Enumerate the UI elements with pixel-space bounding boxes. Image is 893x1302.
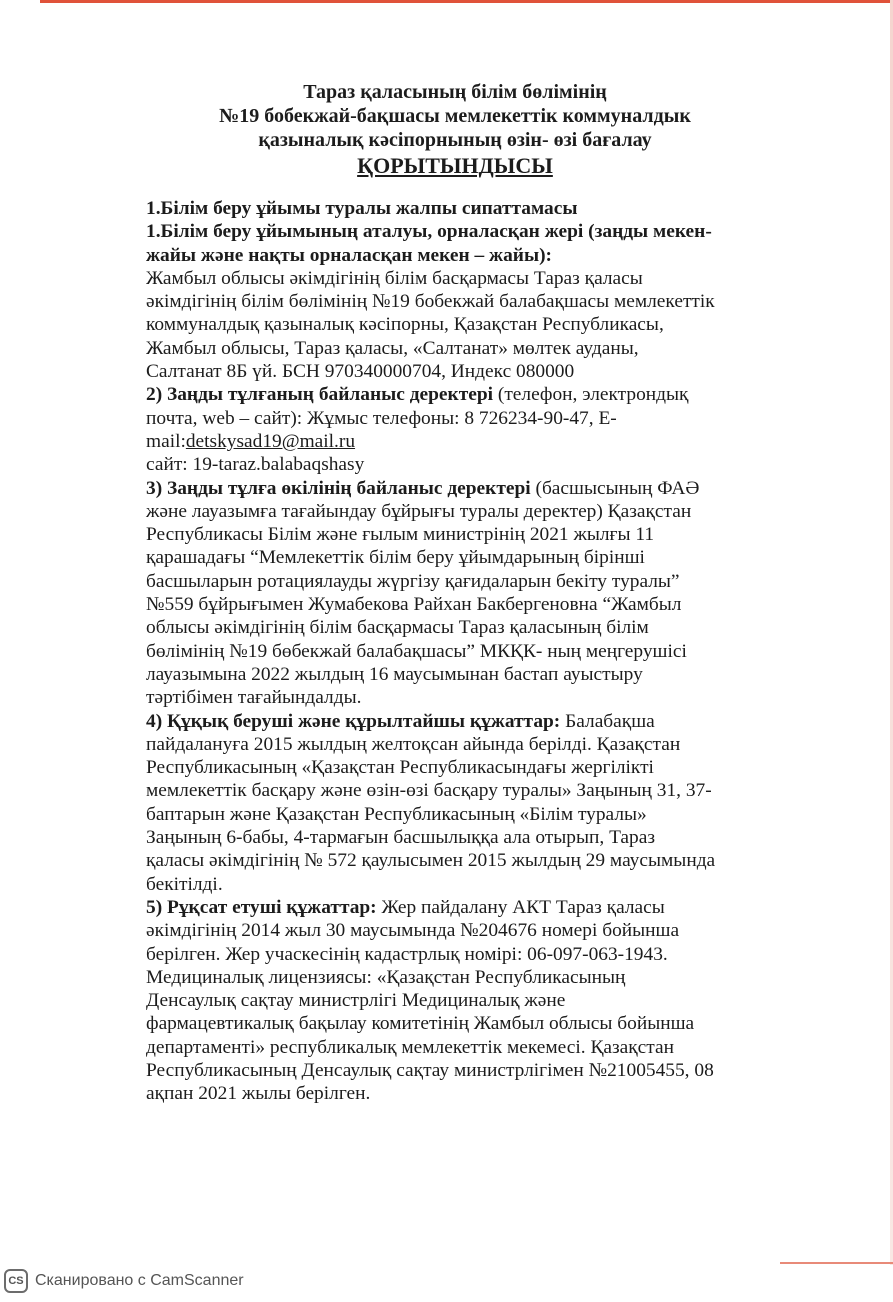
section-1-1-line: Жамбыл облысы, Тараз қаласы, «Салтанат» мөлтек ауданы, <box>146 337 639 359</box>
header-line-4: ҚОРЫТЫНДЫСЫ <box>357 153 553 178</box>
section-3-line: бөлімінің №19 бөбекжай балабақшасы” МКҚК- ның меңгерушісі <box>146 640 687 662</box>
section-1-1-line: Жамбыл облысы әкімдігінің білім басқармасы Тараз қаласы <box>146 267 643 289</box>
section-3-line: №559 бұйрығымен Жумабекова Райхан Бакбергеновна “Жамбыл <box>146 594 682 616</box>
section-4-line: қаласы әкімдігінің № 572 қаулысымен 2015 жылдың 29 маусымында <box>146 850 716 872</box>
section-1-1-line: әкімдігінің білім бөлімінің №19 бобекжай балабақшасы мемлекеттік <box>146 291 715 313</box>
section-5-line: берілген. Жер учаскесінің кадастрлық номірі: 06-097-063-1943. <box>146 943 668 965</box>
section-5-heading-line <box>146 896 766 919</box>
section-5-line: фармацевтикалық бақылау комитетінің Жамбыл облысы бойынша <box>146 1013 695 1035</box>
section-3-line: тәртібімен тағайындалды. <box>146 687 362 709</box>
section-4-line: мемлекеттік басқару және өзін-өзі басқару туралы» Заңының 31, 37- <box>146 780 712 802</box>
document-body <box>146 197 766 1106</box>
section-1-1-line: Салтанат 8Б үй. БСН 970340000704, Индекс 080000 <box>146 361 575 383</box>
section-2-heading-line <box>146 383 766 406</box>
section-3-line: Республикасы Білім және ғылым министрінің 2021 жылғы 11 <box>146 524 655 546</box>
section-3-line: және лауазымға тағайындау бұйрығы туралы деректер) Қазақстан <box>146 500 692 522</box>
header-line-3: қазыналық кәсіпорнының өзін- өзі бағалау <box>258 129 652 151</box>
section-1-1-title-a: 1.Білім беру ұйымының аталуы, орналасқан жері (заңды мекен- <box>146 221 712 243</box>
section-5-title: 5) Рұқсат етуші құжаттар: <box>146 896 377 918</box>
email-link[interactable]: detskysad19@mail.ru <box>185 430 356 452</box>
section-2-title: 2) Заңды тұлғаның байланыс деректері <box>146 384 494 406</box>
section-3-title-rest: (басшысының ФАӘ <box>530 477 700 499</box>
camscanner-label: Сканировано с CamScanner <box>35 1272 244 1289</box>
document-header <box>140 80 770 178</box>
section-3-title: 3) Заңды тұлға өкілінің байланыс деректері <box>146 477 531 499</box>
section-2-site: сайт: 19-taraz.balabaqshasy <box>146 454 365 476</box>
section-2-line: почта, web – сайт): Жұмыс телефоны: 8 726234-90-47, Е- <box>146 407 617 429</box>
section-5-line: ақпан 2021 жылы берілген. <box>146 1083 371 1105</box>
section-4-line: пайдалануға 2015 жылдың желтоқсан айында берілді. Қазақстан <box>146 733 681 755</box>
section-5-line: департаменті» республикалық мемлекеттік мекемесі. Қазақстан <box>146 1036 674 1058</box>
section-4-line: бекітілді. <box>146 873 223 895</box>
section-1-1-title-b: жайы және нақты орналасқан мекен – жайы): <box>146 244 553 266</box>
section-3-line: облысы әкімдігінің білім басқармасы Тараз қаласының білім <box>146 617 649 639</box>
section-5-line: Денсаулық сақтау министрлігі Медициналық және <box>146 990 566 1012</box>
section-5-line: әкімдігінің 2014 жыл 30 маусымында №204676 номері бойынша <box>146 920 680 942</box>
section-4-line: баптарын және Қазақстан Республикасының «Білім туралы» <box>146 803 647 825</box>
email-prefix: mail: <box>146 430 186 452</box>
section-3-line: қарашадағы “Мемлекеттік білім беру ұйымдарының бірінші <box>146 547 645 569</box>
header-line-2: №19 бобекжай-бақшасы мемлекеттік коммуналдык <box>219 105 691 127</box>
section-2-email-line <box>146 430 766 453</box>
section-3-heading-line <box>146 477 766 500</box>
section-4-title-rest: Балабақша <box>560 710 655 732</box>
section-5-line: Медициналық лицензиясы: «Қазақстан Республикасының <box>146 966 626 988</box>
section-3-line: басшыларын ротациялауды жүргізу қағидаларын бекіту туралы” <box>146 570 680 592</box>
header-line-1: Тараз қаласының білім бөлімінің <box>303 81 607 103</box>
section-4-title: 4) Құқық беруші және құрылтайшы құжаттар: <box>146 710 561 732</box>
camscanner-logo-icon: CS <box>4 1269 28 1293</box>
section-3-line: лауазымына 2022 жылдың 16 маусымынан бастап ауыстыру <box>146 663 643 685</box>
section-5-line: Республикасының Денсаулық сақтау министрлігімен №21005455, 08 <box>146 1059 714 1081</box>
section-4-heading-line <box>146 710 766 733</box>
section-4-line: Республикасының «Қазақстан Республикасындағы жергілікті <box>146 757 654 779</box>
section-2-title-rest: (телефон, электрондық <box>493 384 689 406</box>
section-4-line: Заңының 6-бабы, 4-тармағын басшылыққа ала отырып, Тараз <box>146 827 656 849</box>
section-1-title: 1.Білім беру ұйымы туралы жалпы сипаттамасы <box>146 198 578 219</box>
section-5-title-rest: Жер пайдалану АКТ Тараз қаласы <box>376 896 665 918</box>
section-1-1-line: коммуналдық қазыналық кәсіпорны, Қазақстан Республикасы, <box>146 314 664 336</box>
camscanner-footer <box>4 1268 244 1294</box>
